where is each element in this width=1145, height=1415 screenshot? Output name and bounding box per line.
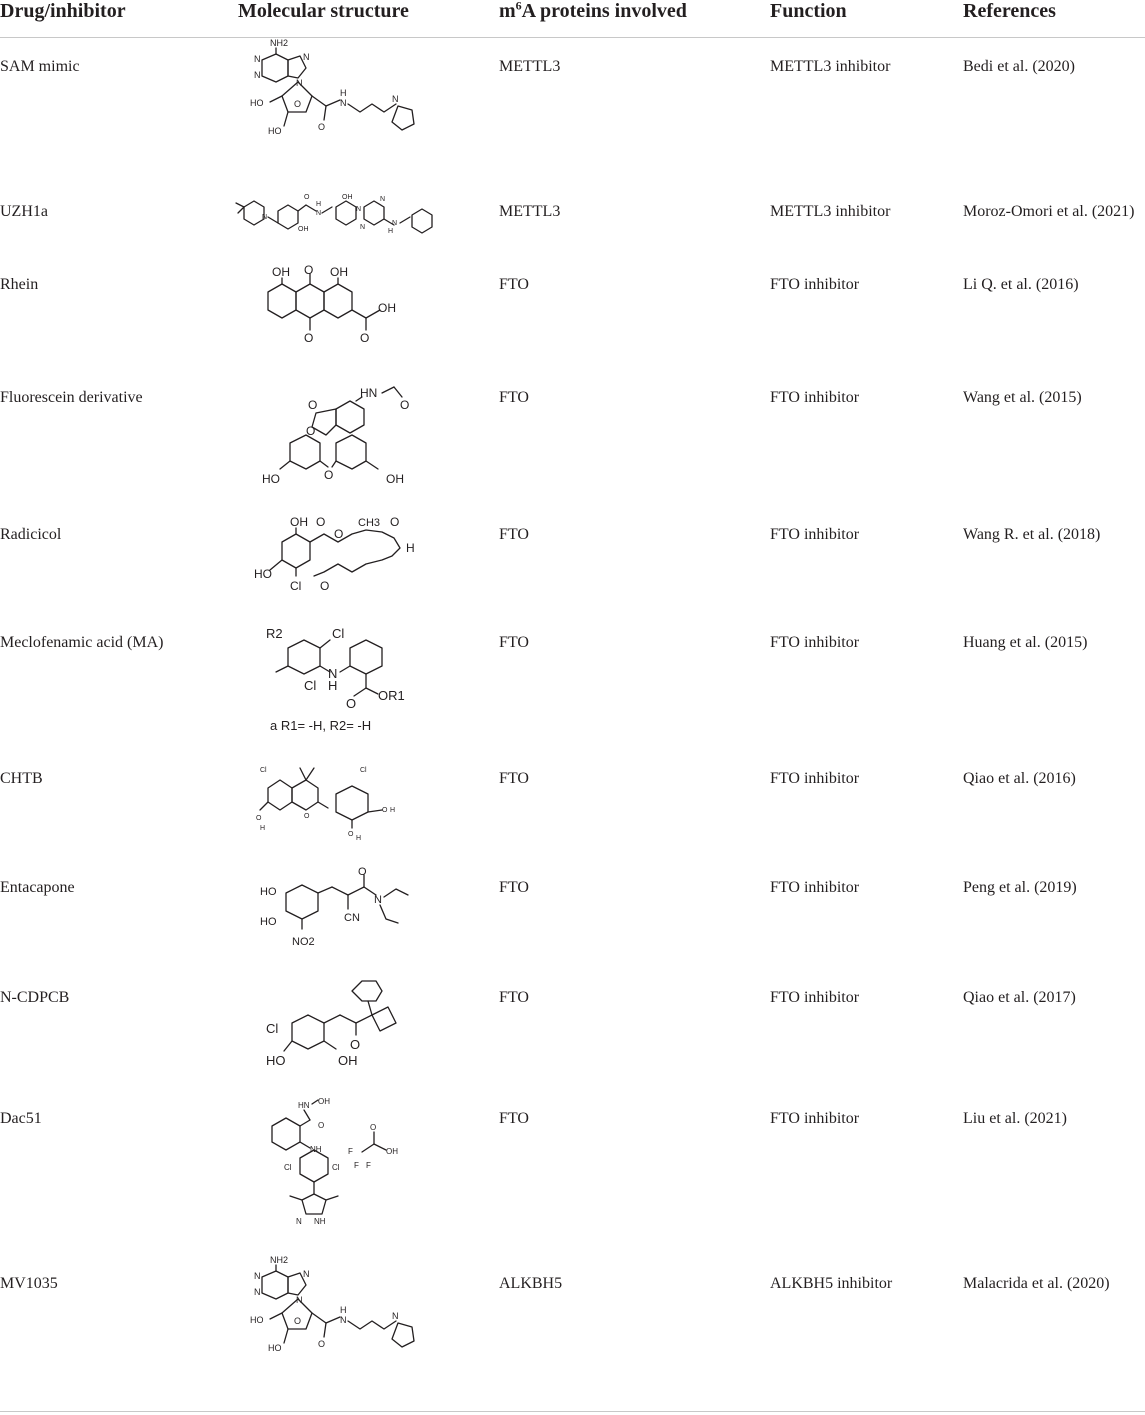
- header-references: References: [963, 0, 1056, 22]
- reference: Bedi et al. (2020): [963, 58, 1075, 75]
- protein: FTO: [499, 526, 529, 543]
- label: H: [390, 807, 396, 814]
- label: HO: [268, 126, 282, 136]
- label: NH: [314, 1217, 326, 1226]
- label: O: [306, 424, 316, 438]
- protein: METTL3: [499, 203, 561, 220]
- drug-name: Fluorescein derivative: [0, 389, 143, 406]
- label: OH: [290, 515, 308, 529]
- label: O: [382, 807, 388, 814]
- molecular-structure: [262, 385, 422, 489]
- drug-name: Meclofenamic acid (MA): [0, 634, 164, 651]
- label: O: [294, 1316, 302, 1326]
- label: N: [296, 1295, 303, 1305]
- label: HO: [262, 472, 280, 486]
- label: H: [388, 228, 394, 235]
- label: O: [346, 696, 357, 711]
- label: N: [254, 1271, 261, 1281]
- label: N: [296, 78, 303, 88]
- function: METTL3 inhibitor: [770, 203, 891, 220]
- protein: FTO: [499, 770, 529, 787]
- protein: FTO: [499, 389, 529, 406]
- function: FTO inhibitor: [770, 389, 860, 406]
- label: N: [340, 1315, 347, 1325]
- label: O: [350, 1037, 361, 1052]
- header-function: Function: [770, 0, 847, 22]
- label: F: [366, 1161, 371, 1170]
- label: NH: [310, 1145, 322, 1154]
- molecular-structure: [240, 38, 425, 158]
- label: Cl: [304, 678, 317, 693]
- reference: Liu et al. (2021): [963, 1110, 1067, 1127]
- label: OH: [298, 226, 309, 233]
- protein: METTL3: [499, 58, 561, 75]
- reference: Huang et al. (2015): [963, 634, 1088, 651]
- protein: FTO: [499, 879, 529, 896]
- label: Cl: [360, 767, 367, 774]
- label: O: [304, 813, 310, 820]
- label: CH3: [358, 517, 381, 529]
- label: O: [320, 579, 330, 593]
- label: N: [360, 224, 366, 231]
- function: FTO inhibitor: [770, 879, 860, 896]
- label: H: [406, 541, 415, 555]
- label: O: [324, 468, 334, 482]
- label: F: [354, 1161, 359, 1170]
- label: HO: [260, 886, 277, 898]
- function: FTO inhibitor: [770, 989, 860, 1006]
- label: Cl: [332, 1163, 340, 1172]
- label: O: [316, 515, 326, 529]
- label: R2: [266, 626, 283, 641]
- label: N: [392, 94, 399, 104]
- label: CN: [344, 912, 360, 924]
- function: ALKBH5 inhibitor: [770, 1275, 893, 1292]
- label: O: [308, 398, 318, 412]
- label: F: [348, 1147, 353, 1156]
- label: OH: [330, 265, 348, 279]
- function: FTO inhibitor: [770, 526, 860, 543]
- molecular-structure: [266, 626, 416, 734]
- label: O: [358, 866, 367, 878]
- label: OH: [386, 472, 404, 486]
- reference: Wang et al. (2015): [963, 389, 1082, 406]
- label: NO2: [292, 936, 315, 948]
- label: OH: [378, 301, 396, 315]
- label: O: [348, 831, 354, 838]
- header-proteins-prefix: m: [499, 0, 516, 22]
- label: O: [318, 1339, 326, 1349]
- reference: Li Q. et al. (2016): [963, 276, 1079, 293]
- header-proteins-sup: 6: [515, 0, 522, 13]
- label: O: [318, 122, 326, 132]
- table-bottom-rule: [0, 1411, 1145, 1412]
- table-header: [0, 0, 1145, 38]
- label: H: [340, 1305, 347, 1315]
- label: O: [390, 515, 400, 529]
- label: H: [316, 201, 322, 208]
- label: O: [370, 1123, 377, 1132]
- label: N: [392, 1311, 399, 1321]
- label: N: [328, 666, 338, 681]
- label: O: [400, 398, 410, 412]
- molecular-structure: [240, 1255, 425, 1375]
- protein: FTO: [499, 276, 529, 293]
- label: N: [356, 206, 362, 213]
- label: H: [340, 88, 347, 98]
- drug-name: SAM mimic: [0, 58, 80, 75]
- label: Cl: [332, 626, 345, 641]
- label: OH: [272, 265, 290, 279]
- label: N: [316, 210, 322, 217]
- header-structure: Molecular structure: [238, 0, 409, 22]
- label: N: [380, 196, 386, 203]
- reference: Malacrida et al. (2020): [963, 1275, 1110, 1292]
- label: O: [304, 331, 314, 345]
- label: HO: [250, 1315, 264, 1325]
- structure-caption: a R1= -H, R2= -H: [270, 718, 372, 733]
- molecular-structure: [232, 189, 438, 235]
- header-rule: [0, 37, 1145, 38]
- label: Cl: [260, 767, 267, 774]
- label: O: [304, 194, 310, 201]
- label: N: [340, 98, 347, 108]
- drug-name: Dac51: [0, 1110, 42, 1127]
- label: Cl: [284, 1163, 292, 1172]
- molecular-structure: [264, 977, 424, 1075]
- label: H: [260, 825, 266, 832]
- label: N: [303, 52, 310, 62]
- label: N: [262, 214, 268, 221]
- label: HO: [266, 1053, 286, 1068]
- header-proteins: [499, 0, 687, 22]
- reference: Moroz-Omori et al. (2021): [963, 203, 1135, 220]
- label: O: [334, 527, 344, 541]
- label: N: [254, 1287, 261, 1297]
- label: OH: [386, 1147, 398, 1156]
- label: HO: [268, 1343, 282, 1353]
- label: N: [254, 54, 261, 64]
- label: OH: [318, 1097, 330, 1106]
- drug-name: UZH1a: [0, 203, 48, 220]
- header-proteins-suffix: A proteins involved: [521, 0, 687, 22]
- function: FTO inhibitor: [770, 770, 860, 787]
- label: O: [294, 99, 302, 109]
- label: N: [296, 1217, 302, 1226]
- reference: Peng et al. (2019): [963, 879, 1077, 896]
- drug-name: CHTB: [0, 770, 43, 787]
- function: FTO inhibitor: [770, 634, 860, 651]
- drug-name: Rhein: [0, 276, 39, 293]
- molecular-structure: [264, 264, 414, 356]
- protein: FTO: [499, 1110, 529, 1127]
- label: NH2: [270, 1255, 289, 1265]
- molecular-structure: [254, 514, 424, 606]
- drug-name: Radicicol: [0, 526, 62, 543]
- function: FTO inhibitor: [770, 276, 860, 293]
- label: HN: [360, 386, 378, 400]
- molecular-structure: [256, 760, 436, 842]
- label: N: [392, 220, 398, 227]
- label: N: [374, 894, 382, 906]
- protein: ALKBH5: [499, 1275, 563, 1292]
- protein: FTO: [499, 634, 529, 651]
- function: FTO inhibitor: [770, 1110, 860, 1127]
- molecular-structure: [262, 1098, 422, 1228]
- header-drug: Drug/inhibitor: [0, 0, 126, 22]
- label: Cl: [290, 579, 302, 593]
- label: OH: [342, 194, 353, 201]
- drug-name: MV1035: [0, 1275, 58, 1292]
- reference: Qiao et al. (2016): [963, 770, 1076, 787]
- label: OR1: [378, 688, 405, 703]
- drug-name: N-CDPCB: [0, 989, 70, 1006]
- function: METTL3 inhibitor: [770, 58, 891, 75]
- protein: FTO: [499, 989, 529, 1006]
- label: HO: [260, 916, 277, 928]
- label: Cl: [266, 1021, 279, 1036]
- label: H: [328, 678, 338, 693]
- label: O: [318, 1121, 325, 1130]
- reference: Wang R. et al. (2018): [963, 526, 1101, 543]
- reference: Qiao et al. (2017): [963, 989, 1076, 1006]
- label: HO: [250, 98, 264, 108]
- label: HN: [298, 1101, 310, 1110]
- molecular-structure: [258, 865, 428, 953]
- label: O: [360, 331, 370, 345]
- label: N: [303, 1269, 310, 1279]
- label: NH2: [270, 38, 289, 48]
- label: O: [304, 263, 314, 277]
- drug-name: Entacapone: [0, 879, 75, 896]
- label: N: [254, 70, 261, 80]
- label: HO: [254, 567, 272, 581]
- label: O: [256, 815, 262, 822]
- label: H: [356, 835, 362, 842]
- label: OH: [338, 1053, 358, 1068]
